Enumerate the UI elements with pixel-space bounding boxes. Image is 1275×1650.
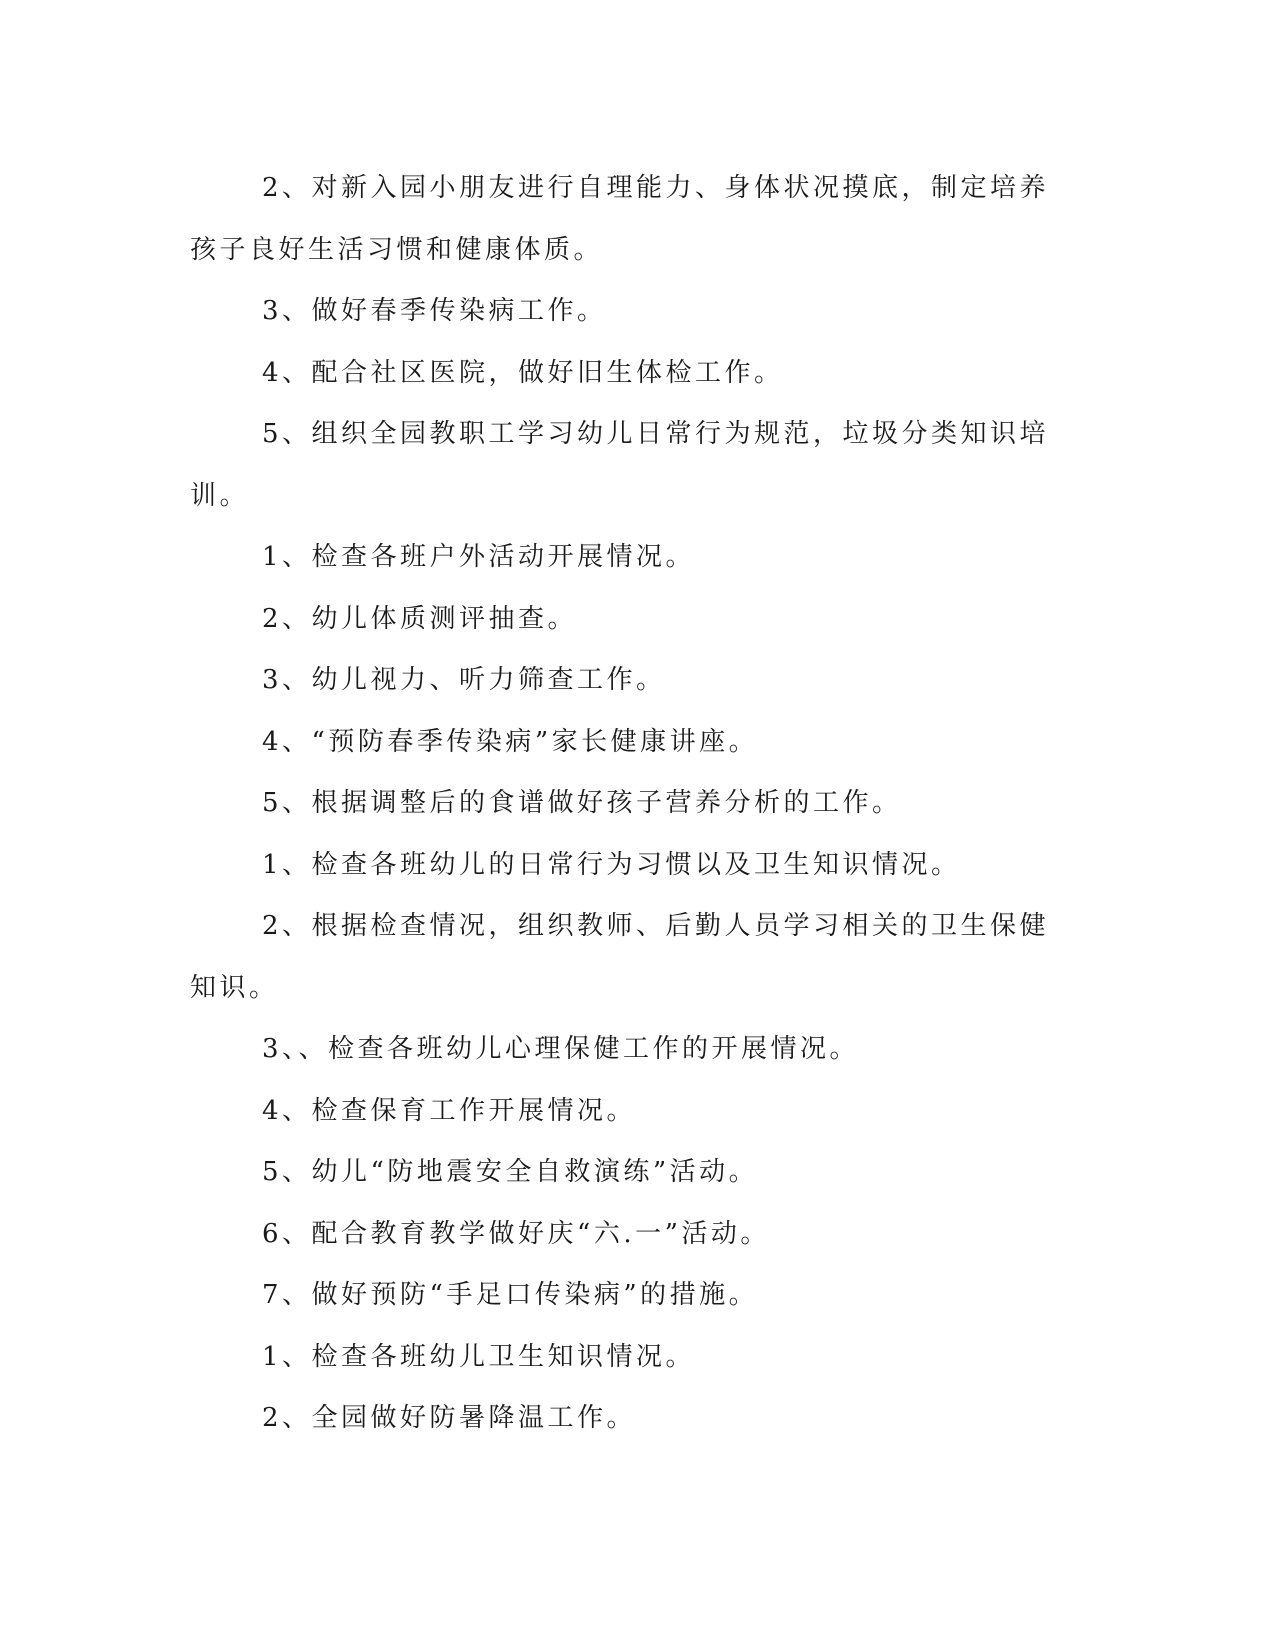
paragraph: 2、根据检查情况，组织教师、后勤人员学习相关的卫生保健知识。 xyxy=(190,911,1050,1003)
paragraph: 6、配合教育教学做好庆“六.一”活动。 xyxy=(262,1218,770,1249)
paragraph: 2、对新入园小朋友进行自理能力、身体状况摸底，制定培养孩子良好生活习惯和健康体质。 xyxy=(190,173,1050,265)
paragraph: 4、“预防春季传染病”家长健康讲座。 xyxy=(262,726,759,757)
paragraph: 3、做好春季传染病工作。 xyxy=(262,296,607,326)
document-body xyxy=(190,158,1058,1450)
paragraph: 7、做好预防“手足口传染病”的措施。 xyxy=(262,1280,759,1310)
paragraph: 1、检查各班户外活动开展情况。 xyxy=(262,542,696,572)
paragraph: 4、配合社区医院，做好旧生体检工作。 xyxy=(262,357,784,388)
paragraph: 2、幼儿体质测评抽查。 xyxy=(262,603,578,634)
paragraph: 5、根据调整后的食谱做好孩子营养分析的工作。 xyxy=(262,788,902,818)
paragraph: 5、组织全园教职工学习幼儿日常行为规范，垃圾分类知识培训。 xyxy=(190,419,1050,511)
paragraph: 1、检查各班幼儿卫生知识情况。 xyxy=(262,1341,696,1372)
paragraph: 5、幼儿“防地震安全自救演练”活动。 xyxy=(262,1157,759,1187)
paragraph: 1、检查各班幼儿的日常行为习惯以及卫生知识情况。 xyxy=(262,849,961,880)
paragraph: 3、幼儿视力、听力筛查工作。 xyxy=(262,665,666,695)
paragraph: 3、、检查各班幼儿心理保健工作的开展情况。 xyxy=(262,1034,860,1064)
paragraph: 4、检查保育工作开展情况。 xyxy=(262,1095,637,1126)
paragraph: 2、全园做好防暑降温工作。 xyxy=(262,1403,637,1433)
